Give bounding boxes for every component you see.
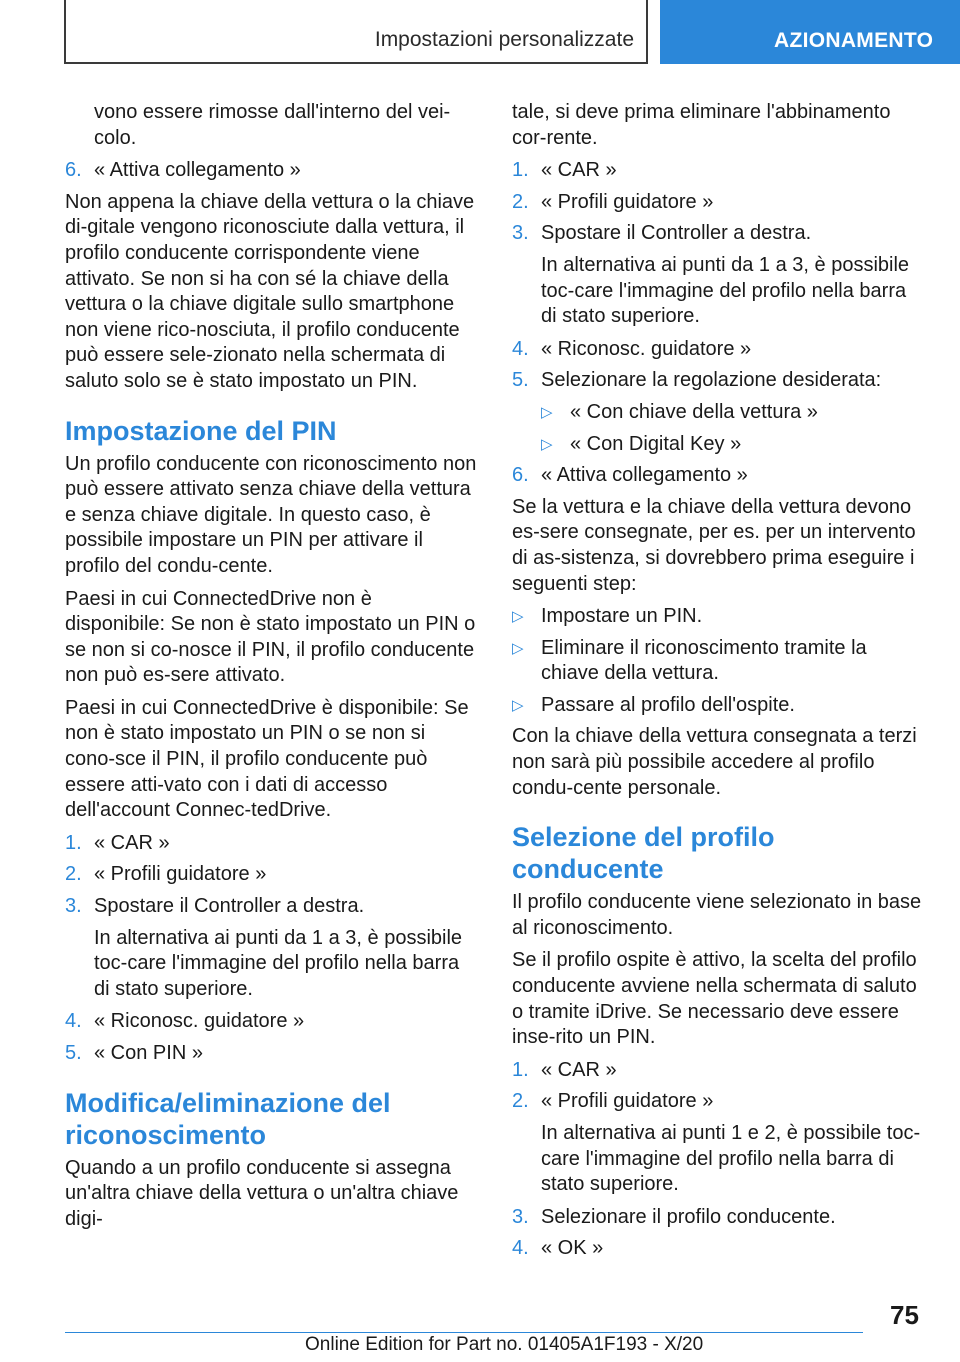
paragraph: Con la chiave della vettura consegnata a terzi non sarà più possibile accedere al profilo condu-cente personale. bbox=[512, 725, 917, 799]
list-item bbox=[65, 1041, 477, 1067]
list-item bbox=[65, 1009, 477, 1035]
list-item bbox=[512, 1058, 924, 1084]
step-number: 6. bbox=[512, 464, 529, 487]
page-header bbox=[0, 0, 960, 66]
paragraph: Se il profilo ospite è attivo, la scelta del profilo conducente avviene nella schermata di saluto o tramite iDrive. Se necessario deve essere inse-rito un PIN. bbox=[512, 949, 917, 1049]
step-note: In alternativa ai punti da 1 a 3, è possibile toc-care l'immagine del profilo nella barra di stato superiore. bbox=[541, 253, 910, 328]
paragraph: Paesi in cui ConnectedDrive è disponibile: Se non è stato impostato un PIN o se non si cono-sce il PIN, il profilo conducente può essere atti-vato con i dati di accesso dell'account Connec-tedDrive. bbox=[65, 696, 469, 822]
triangle-bullet-icon: ▷ bbox=[512, 696, 524, 714]
list-item bbox=[512, 190, 924, 216]
list-item bbox=[512, 1205, 924, 1231]
paragraph: Se la vettura e la chiave della vettura devono es-sere consegnate, per es. per un intervento di as-sistenza, si dovrebbero prima eseguire i seguenti step: bbox=[512, 495, 916, 595]
paragraph: tale, si deve prima eliminare l'abbinamento cor-rente. bbox=[512, 101, 891, 149]
left-column bbox=[65, 100, 477, 1239]
sub-option bbox=[512, 400, 924, 426]
sub-option-text: « Con Digital Key » bbox=[570, 432, 742, 455]
step-number: 5. bbox=[512, 369, 529, 392]
sub-option bbox=[512, 432, 924, 458]
step-text: « Profili guidatore » bbox=[541, 1090, 714, 1113]
header-chapter-tab: AZIONAMENTO bbox=[660, 0, 960, 64]
step-number: 4. bbox=[512, 1237, 529, 1260]
paragraph: Il profilo conducente viene selezionato in base al riconoscimento. bbox=[512, 891, 922, 939]
step-text: Spostare il Controller a destra. bbox=[541, 222, 812, 245]
sub-option-text: « Con chiave della vettura » bbox=[570, 400, 818, 423]
bullet-item bbox=[512, 636, 924, 687]
step-number: 6. bbox=[65, 159, 82, 182]
page-number: 75 bbox=[890, 1300, 919, 1330]
triangle-bullet-icon: ▷ bbox=[512, 639, 524, 657]
step-text: Selezionare la regolazione desiderata: bbox=[541, 369, 882, 392]
triangle-bullet-icon: ▷ bbox=[541, 435, 553, 453]
list-item bbox=[512, 158, 924, 184]
step-text: « Attiva collegamento » bbox=[541, 464, 748, 487]
step-text: « OK » bbox=[541, 1237, 604, 1260]
step-text: « Profili guidatore » bbox=[541, 190, 714, 213]
heading-select-profile: Selezione del profilo conducente bbox=[512, 822, 775, 885]
heading-modify: Modifica/eliminazione del riconoscimento bbox=[65, 1087, 391, 1150]
step-number: 4. bbox=[512, 337, 529, 360]
heading-pin: Impostazione del PIN bbox=[65, 415, 337, 446]
bullet-text: Passare al profilo dell'ospite. bbox=[541, 693, 795, 716]
step-text: Selezionare il profilo conducente. bbox=[541, 1205, 836, 1228]
step-number: 3. bbox=[65, 895, 82, 918]
step-number: 1. bbox=[512, 159, 529, 182]
list-item bbox=[512, 1089, 924, 1115]
list-item bbox=[512, 337, 924, 363]
footer-divider bbox=[65, 1332, 863, 1333]
list-item bbox=[512, 221, 924, 247]
list-item bbox=[65, 894, 477, 920]
list-item bbox=[65, 158, 477, 184]
right-column bbox=[512, 100, 924, 1268]
step-text: « CAR » bbox=[541, 1058, 617, 1081]
step-number: 3. bbox=[512, 1205, 529, 1228]
bullet-text: Eliminare il riconoscimento tramite la chiave della vettura. bbox=[541, 636, 867, 685]
list-item bbox=[65, 862, 477, 888]
step-text: « Riconosc. guidatore » bbox=[541, 337, 752, 360]
list-item bbox=[65, 831, 477, 857]
header-section-title: Impostazioni personalizzate bbox=[64, 0, 648, 64]
paragraph: Non appena la chiave della vettura o la chiave di-gitale vengono riconosciute dalla vettura, il profilo conducente corrispondente viene attivato. Se non si ha con sé la chiave della vettura o la chiave digitale sullo smartphone non viene rico-nosciuta, il profilo conducente può essere sele-zionato nella schermata di saluto solo se è stato impostato un PIN. bbox=[65, 190, 475, 392]
step-text: « Con PIN » bbox=[94, 1042, 203, 1064]
footer-edition: Online Edition for Part no. 01405A1F193 - X/20 bbox=[305, 1334, 704, 1355]
step-text: Spostare il Controller a destra. bbox=[94, 895, 365, 918]
paragraph: Un profilo conducente con riconoscimento non può essere attivato senza chiave della vettura e senza chiave digitale. In questo caso, è possibile impostare un PIN per attivare il profilo del condu-cente. bbox=[65, 452, 477, 577]
step-number: 1. bbox=[65, 831, 82, 854]
bullet-text: Impostare un PIN. bbox=[541, 605, 703, 628]
step-number: 1. bbox=[512, 1058, 529, 1081]
step-note: In alternativa ai punti 1 e 2, è possibile toc-care l'immagine del profilo nella barra di stato superiore. bbox=[541, 1122, 921, 1196]
triangle-bullet-icon: ▷ bbox=[512, 608, 524, 626]
step-number: 2. bbox=[65, 863, 82, 886]
step-number: 2. bbox=[512, 190, 529, 213]
list-item bbox=[512, 1236, 924, 1262]
step-number: 4. bbox=[65, 1010, 82, 1033]
step-number: 2. bbox=[512, 1090, 529, 1113]
triangle-bullet-icon: ▷ bbox=[541, 403, 553, 421]
continued-text: vono essere rimosse dall'interno del vei-colo. bbox=[94, 101, 451, 149]
list-item bbox=[512, 368, 924, 394]
step-number: 3. bbox=[512, 222, 529, 245]
step-text: « CAR » bbox=[541, 159, 617, 182]
paragraph: Quando a un profilo conducente si assegna un'altra chiave della vettura o un'altra chiave digi- bbox=[65, 1156, 459, 1230]
step-note: In alternativa ai punti da 1 a 3, è possibile toc-care l'immagine del profilo nella barra di stato superiore. bbox=[94, 926, 463, 1000]
bullet-item bbox=[512, 693, 924, 719]
bullet-item bbox=[512, 604, 924, 630]
paragraph: Paesi in cui ConnectedDrive non è disponibile: Se non è stato impostato un PIN o se non si co-nosce il PIN, il profilo conducente non può es-sere attivato. bbox=[65, 587, 476, 687]
step-text: « Profili guidatore » bbox=[94, 863, 267, 886]
step-text: « CAR » bbox=[94, 831, 170, 854]
step-number: 5. bbox=[65, 1042, 82, 1064]
list-item bbox=[512, 463, 924, 489]
step-text: « Riconosc. guidatore » bbox=[94, 1010, 305, 1033]
step-text: « Attiva collegamento » bbox=[94, 159, 301, 182]
